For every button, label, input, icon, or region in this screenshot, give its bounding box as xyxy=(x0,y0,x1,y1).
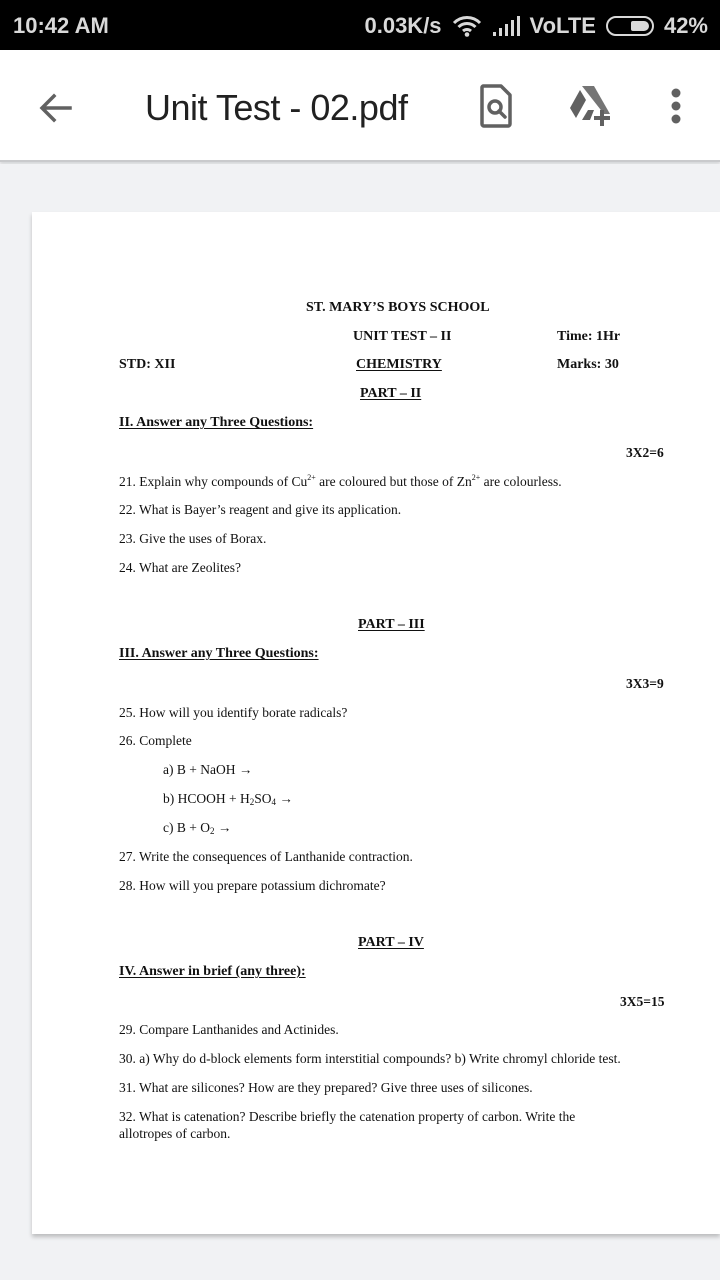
part-iv-instruction: IV. Answer in brief (any three): xyxy=(119,964,306,979)
pdf-page xyxy=(32,212,720,1234)
part-ii-score: 3X2=6 xyxy=(626,445,664,460)
marks-label: Marks: 30 xyxy=(557,357,619,372)
question-23: 23. Give the uses of Borax. xyxy=(119,531,267,546)
status-right xyxy=(364,13,708,39)
part-iv-title: PART – IV xyxy=(358,935,424,950)
question-27: 27. Write the consequences of Lanthanide contraction. xyxy=(119,849,413,864)
status-bar xyxy=(0,0,720,50)
question-32-line-2: allotropes of carbon. xyxy=(119,1126,231,1141)
status-time: 10:42 AM xyxy=(13,13,109,38)
part-iv-score: 3X5=15 xyxy=(620,994,665,1009)
question-32-line-1: 32. What is catenation? Describe briefly the catenation property of carbon. Write the xyxy=(119,1109,576,1124)
part-ii-title: PART – II xyxy=(360,386,422,401)
question-25: 25. How will you identify borate radicals? xyxy=(119,705,348,720)
question-29: 29. Compare Lanthanides and Actinides. xyxy=(119,1022,339,1037)
network-speed: 0.03K/s xyxy=(364,13,442,38)
question-26c: c) $B + O_2$ → xyxy=(163,820,232,836)
network-type: VoLTE xyxy=(529,13,596,38)
arrow-left-icon xyxy=(36,115,76,132)
subject-label: CHEMISTRY xyxy=(356,357,442,372)
question-22: 22. What is Bayer’s reagent and give its application. xyxy=(119,502,402,517)
document-search-icon xyxy=(479,84,513,133)
test-name: UNIT TEST – II xyxy=(353,329,452,344)
part-iii-instruction: III. Answer any Three Questions: xyxy=(119,646,319,661)
question-30: 30. a) Why do d-block elements form interstitial compounds? b) Write chromyl chloride test. xyxy=(119,1051,621,1066)
more-options-button[interactable] xyxy=(652,80,700,136)
back-button[interactable] xyxy=(36,88,76,128)
find-in-document-button[interactable] xyxy=(472,80,520,136)
signal-icon xyxy=(492,15,520,37)
school-name: ST. MARY’S BOYS SCHOOL xyxy=(306,300,490,315)
drive-add-icon xyxy=(568,84,616,133)
question-28: 28. How will you prepare potassium dichromate? xyxy=(119,878,386,893)
time-label: Time: 1Hr xyxy=(557,329,621,344)
battery-icon xyxy=(606,16,654,36)
std-label: STD: XII xyxy=(119,357,176,372)
question-24: 24. What are Zeolites? xyxy=(119,560,241,575)
add-to-drive-button[interactable] xyxy=(568,80,616,136)
more-vert-icon xyxy=(670,88,682,129)
question-26b: b) HCOOH + $H_2SO_4$ → xyxy=(163,791,293,807)
document-title: Unit Test - 02.pdf xyxy=(145,87,408,128)
battery-percent: 42% xyxy=(663,13,708,38)
wifi-icon xyxy=(452,15,482,37)
question-21: 21. Explain why compounds of $Cu^{2+}$ are coloured but those of $Zn^{2+}$ are colourless. xyxy=(119,473,562,489)
question-31: 31. What are silicones? How are they prepared? Give three uses of silicones. xyxy=(119,1080,533,1095)
part-ii-instruction: II. Answer any Three Questions: xyxy=(119,415,314,430)
question-26: 26. Complete xyxy=(119,733,192,748)
question-26a: a) B + NaOH → xyxy=(163,762,253,777)
part-iii-score: 3X3=9 xyxy=(626,676,664,691)
app-bar xyxy=(0,50,720,162)
part-iii-title: PART – III xyxy=(358,617,425,632)
